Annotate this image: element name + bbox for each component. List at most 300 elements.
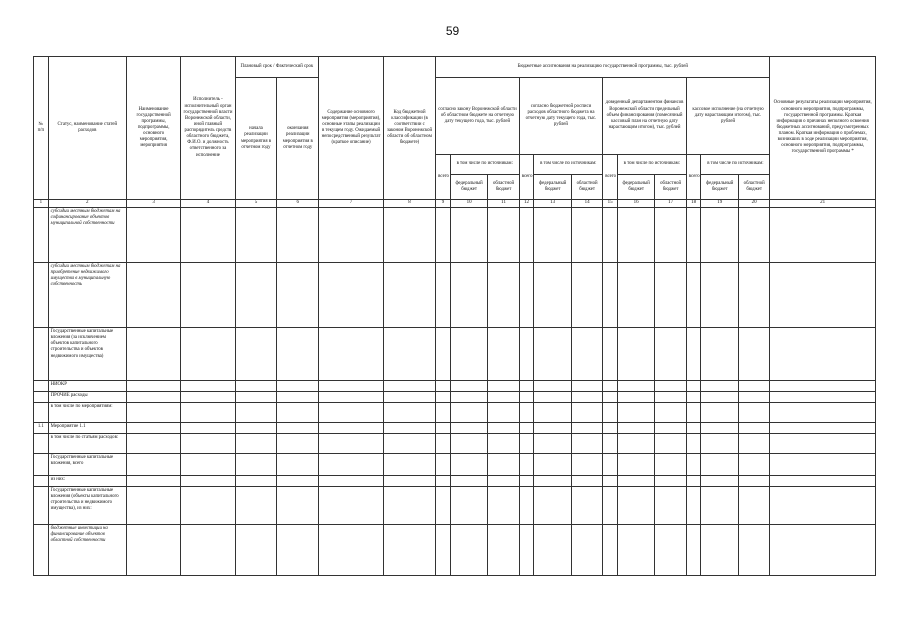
table-cell <box>488 263 519 328</box>
table-cell <box>617 403 655 423</box>
table-cell <box>235 525 277 576</box>
table-cell <box>770 392 876 403</box>
table-cell <box>436 434 451 454</box>
row-number <box>34 381 49 392</box>
table-cell <box>571 392 602 403</box>
table-cell <box>686 487 701 525</box>
table-cell <box>603 525 618 576</box>
table-cell <box>686 328 701 381</box>
table-cell <box>450 392 488 403</box>
col-results-header: Основные результаты реализации мероприятия, основного мероприятия, подпрограммы, государственной программы. Краткая информация о причинах неполного освоения бюджетных ассигнований, предусмотренных планом. Краткая информация о проблемах, возникших в ходе реализации мероприятия, основного мероприятия, подпрограммы, государственной программы * <box>770 57 876 200</box>
row-number <box>34 392 49 403</box>
table-cell <box>383 328 435 381</box>
table-cell <box>519 487 534 525</box>
table-cell <box>701 525 739 576</box>
column-number: 21 <box>770 200 876 208</box>
table-cell <box>686 381 701 392</box>
table-cell <box>655 476 686 487</box>
table-cell <box>571 263 602 328</box>
table-cell <box>319 328 384 381</box>
table-cell <box>235 423 277 434</box>
table-cell <box>126 403 180 423</box>
table-cell <box>450 328 488 381</box>
table-cell <box>383 454 435 476</box>
table-cell <box>319 487 384 525</box>
table-cell <box>277 423 319 434</box>
table-cell <box>383 381 435 392</box>
table-cell <box>534 381 572 392</box>
table-cell <box>181 403 235 423</box>
table-cell <box>383 525 435 576</box>
table-cell <box>235 328 277 381</box>
table-cell <box>235 454 277 476</box>
table-cell <box>383 263 435 328</box>
table-cell <box>488 434 519 454</box>
table-cell <box>617 381 655 392</box>
table-cell <box>488 403 519 423</box>
row-number <box>34 328 49 381</box>
table-row <box>34 208 876 263</box>
table-cell <box>126 392 180 403</box>
sources-header: в том числе по источникам: <box>450 154 519 175</box>
table-cell <box>701 476 739 487</box>
column-number: 3 <box>126 200 180 208</box>
table-cell <box>235 434 277 454</box>
table-cell <box>571 328 602 381</box>
column-number: 12 <box>519 200 534 208</box>
row-status-label: субсидии местным бюджетам на софинансирование объектов муниципальной собственности <box>48 208 126 263</box>
table-cell <box>436 403 451 423</box>
table-cell <box>701 208 739 263</box>
table-cell <box>319 403 384 423</box>
table-cell <box>126 208 180 263</box>
col-budget-group-header: Бюджетные ассигнования на реализацию государственной программы, тыс. рублей <box>436 57 770 78</box>
table-cell <box>739 434 770 454</box>
table-cell <box>488 208 519 263</box>
row-status-label: Государственные капитальные вложения (объекты капитального строительства и недвижимого имущества), из них: <box>48 487 126 525</box>
table-cell <box>770 423 876 434</box>
table-cell <box>436 381 451 392</box>
table-cell <box>686 263 701 328</box>
total-header: всего <box>603 154 618 200</box>
table-cell <box>450 454 488 476</box>
table-cell <box>655 403 686 423</box>
col-executor-header: Исполнитель - исполнительный орган государственной власти Воронежской области, иной главный распорядитель средств областного бюджета, Ф.И.О. и должность ответственного за исполнение <box>181 57 235 200</box>
row-number <box>34 487 49 525</box>
col-kbk-header: Код бюджетной классификации (в соответствии с законом Воронежской области об областном бюджете) <box>383 57 435 200</box>
table-cell <box>181 208 235 263</box>
table-cell <box>617 392 655 403</box>
table-cell <box>655 208 686 263</box>
table-cell <box>450 381 488 392</box>
table-cell <box>519 423 534 434</box>
row-number <box>34 403 49 423</box>
column-number: 15 <box>603 200 618 208</box>
table-cell <box>701 434 739 454</box>
row-status-label: из них: <box>48 476 126 487</box>
table-cell <box>603 263 618 328</box>
table-cell <box>436 454 451 476</box>
table-cell <box>534 434 572 454</box>
table-cell <box>770 476 876 487</box>
table-cell <box>655 454 686 476</box>
table-cell <box>617 263 655 328</box>
table-cell <box>770 208 876 263</box>
table-cell <box>571 434 602 454</box>
table-cell <box>235 392 277 403</box>
table-cell <box>235 381 277 392</box>
table-cell <box>519 381 534 392</box>
regional-header: областной бюджет <box>739 175 770 200</box>
table-cell <box>686 392 701 403</box>
table-cell <box>701 403 739 423</box>
col-list-header: согласно бюджетной росписи расходов областного бюджета на отчетную дату текущего года, тыс. рублей <box>519 78 603 155</box>
table-cell <box>739 487 770 525</box>
column-number: 7 <box>319 200 384 208</box>
table-cell <box>450 476 488 487</box>
table-cell <box>603 328 618 381</box>
table-cell <box>770 487 876 525</box>
table-cell <box>655 381 686 392</box>
table-cell <box>235 403 277 423</box>
row-number <box>34 263 49 328</box>
table-cell <box>519 328 534 381</box>
column-number: 2 <box>48 200 126 208</box>
table-cell <box>534 525 572 576</box>
table-cell <box>436 263 451 328</box>
table-cell <box>450 434 488 454</box>
table-cell <box>181 328 235 381</box>
table-row <box>34 525 876 576</box>
table-row <box>34 434 876 454</box>
table-cell <box>277 434 319 454</box>
table-cell <box>319 434 384 454</box>
col-content-header: Содержание основного мероприятия (мероприятия), основные этапы реализации в текущем году. Ожидаемый непосредственный результат (краткое описание) <box>319 57 384 200</box>
table-row <box>34 454 876 476</box>
table-cell <box>519 403 534 423</box>
table-cell <box>519 525 534 576</box>
table-cell <box>519 454 534 476</box>
column-number: 8 <box>383 200 435 208</box>
table-cell <box>701 392 739 403</box>
table-cell <box>534 454 572 476</box>
col-status-header: Статус, наименование статей расходов <box>48 57 126 200</box>
table-cell <box>126 263 180 328</box>
table-cell <box>739 476 770 487</box>
row-number: 1.1 <box>34 423 49 434</box>
table-cell <box>277 263 319 328</box>
col-cash-header: кассовое исполнение (на отчетную дату нарастающим итогом), тыс. рублей <box>686 78 770 155</box>
table-cell <box>488 525 519 576</box>
table-cell <box>603 476 618 487</box>
table-cell <box>181 263 235 328</box>
table-cell <box>277 208 319 263</box>
column-number: 19 <box>701 200 739 208</box>
table-cell <box>126 476 180 487</box>
table-cell <box>126 525 180 576</box>
total-header: всего <box>519 154 534 200</box>
table-cell <box>617 423 655 434</box>
table-cell <box>534 487 572 525</box>
table-cell <box>617 328 655 381</box>
table-row <box>34 476 876 487</box>
table-cell <box>701 328 739 381</box>
column-number: 14 <box>571 200 602 208</box>
table-cell <box>319 454 384 476</box>
table-cell <box>383 423 435 434</box>
row-status-label: Государственные капитальные вложения, всего <box>48 454 126 476</box>
table-cell <box>436 392 451 403</box>
table-cell <box>739 525 770 576</box>
table-cell <box>450 487 488 525</box>
table-cell <box>277 328 319 381</box>
table-cell <box>701 487 739 525</box>
row-status-label: ПРОЧИЕ расходы <box>48 392 126 403</box>
table-cell <box>488 487 519 525</box>
row-status-label: в том числе по мероприятиям: <box>48 403 126 423</box>
table-cell <box>126 328 180 381</box>
table-cell <box>739 403 770 423</box>
table-cell <box>126 454 180 476</box>
table-cell <box>436 525 451 576</box>
table-cell <box>277 381 319 392</box>
table-cell <box>686 454 701 476</box>
table-cell <box>235 263 277 328</box>
table-cell <box>770 434 876 454</box>
table-cell <box>603 403 618 423</box>
federal-header: федеральный бюджет <box>534 175 572 200</box>
table-cell <box>450 525 488 576</box>
column-number: 17 <box>655 200 686 208</box>
table-cell <box>655 328 686 381</box>
row-number <box>34 476 49 487</box>
table-cell <box>277 392 319 403</box>
table-cell <box>686 476 701 487</box>
table-cell <box>534 328 572 381</box>
table-cell <box>488 476 519 487</box>
col-period-end-header: окончания реализации мероприятия в отчетном году <box>277 78 319 200</box>
sources-header: в том числе по источникам: <box>617 154 686 175</box>
regional-header: областной бюджет <box>571 175 602 200</box>
table-cell <box>701 423 739 434</box>
regional-header: областной бюджет <box>488 175 519 200</box>
table-cell <box>534 208 572 263</box>
table-cell <box>617 434 655 454</box>
column-number: 13 <box>534 200 572 208</box>
table-cell <box>436 328 451 381</box>
col-period-group-header: Плановый срок / Фактический срок <box>235 57 319 78</box>
table-cell <box>450 208 488 263</box>
column-number-row <box>34 200 876 208</box>
table-cell <box>181 487 235 525</box>
column-number: 6 <box>277 200 319 208</box>
table-cell <box>571 454 602 476</box>
federal-header: федеральный бюджет <box>450 175 488 200</box>
table-row <box>34 423 876 434</box>
table-cell <box>450 423 488 434</box>
table-cell <box>181 381 235 392</box>
table-cell <box>488 454 519 476</box>
table-cell <box>126 423 180 434</box>
table-cell <box>181 454 235 476</box>
table-cell <box>319 263 384 328</box>
row-number <box>34 434 49 454</box>
table-cell <box>277 487 319 525</box>
table-cell <box>617 476 655 487</box>
row-status-label: НИОКР <box>48 381 126 392</box>
table-cell <box>277 476 319 487</box>
table-cell <box>701 263 739 328</box>
table-cell <box>739 208 770 263</box>
table-cell <box>655 525 686 576</box>
table-cell <box>571 487 602 525</box>
sources-header: в том числе по источникам: <box>534 154 603 175</box>
table-cell <box>655 423 686 434</box>
table-row <box>34 381 876 392</box>
table-cell <box>770 381 876 392</box>
col-period-start-header: начала реализации мероприятия в отчетном году <box>235 78 277 200</box>
table-cell <box>126 434 180 454</box>
table-cell <box>655 263 686 328</box>
table-cell <box>686 423 701 434</box>
table-cell <box>181 434 235 454</box>
table-cell <box>770 263 876 328</box>
table-cell <box>181 525 235 576</box>
table-cell <box>655 434 686 454</box>
row-status-label: Мероприятие 1.1 <box>48 423 126 434</box>
table-cell <box>739 423 770 434</box>
table-cell <box>617 525 655 576</box>
table-cell <box>534 403 572 423</box>
table-row <box>34 392 876 403</box>
table-cell <box>571 525 602 576</box>
col-limits-header: доведенный департаментом финансов Воронежской области предельный объем финансирования (помесячный кассовый план на отчетную дату нарастающим итогом), тыс. рублей <box>603 78 687 155</box>
table-cell <box>686 434 701 454</box>
table-cell <box>450 263 488 328</box>
table-cell <box>519 392 534 403</box>
table-row <box>34 403 876 423</box>
table-cell <box>603 381 618 392</box>
table-cell <box>319 392 384 403</box>
table-cell <box>603 487 618 525</box>
column-number: 11 <box>488 200 519 208</box>
table-cell <box>436 487 451 525</box>
row-number <box>34 208 49 263</box>
table-cell <box>739 263 770 328</box>
table-cell <box>519 263 534 328</box>
table-cell <box>319 208 384 263</box>
column-number: 5 <box>235 200 277 208</box>
table-cell <box>277 454 319 476</box>
table-cell <box>319 476 384 487</box>
table-cell <box>450 403 488 423</box>
table-cell <box>739 392 770 403</box>
table-cell <box>534 392 572 403</box>
table-cell <box>319 381 384 392</box>
table-cell <box>603 423 618 434</box>
table-row <box>34 328 876 381</box>
table-cell <box>277 403 319 423</box>
sources-header: в том числе по источникам: <box>701 154 770 175</box>
table-cell <box>534 476 572 487</box>
table-cell <box>488 423 519 434</box>
column-number: 18 <box>686 200 701 208</box>
table-cell <box>770 403 876 423</box>
column-number: 10 <box>450 200 488 208</box>
page-number: 59 <box>445 24 460 38</box>
federal-header: федеральный бюджет <box>701 175 739 200</box>
table-cell <box>701 381 739 392</box>
table-cell <box>383 392 435 403</box>
table-cell <box>617 487 655 525</box>
row-status-label: бюджетные инвестиции на финансирование объектов областной собственности <box>48 525 126 576</box>
table-cell <box>571 423 602 434</box>
table-cell <box>655 487 686 525</box>
table-cell <box>436 423 451 434</box>
row-number <box>34 454 49 476</box>
table-cell <box>383 208 435 263</box>
table-cell <box>571 381 602 392</box>
table-cell <box>686 208 701 263</box>
table-cell <box>383 403 435 423</box>
total-header: всего <box>686 154 701 200</box>
table-cell <box>436 208 451 263</box>
table-cell <box>571 403 602 423</box>
table-cell <box>488 381 519 392</box>
row-status-label: субсидии местным бюджетам на приобретение недвижимого имущества в муниципальную собственность <box>48 263 126 328</box>
table-cell <box>770 454 876 476</box>
federal-header: федеральный бюджет <box>617 175 655 200</box>
table-row <box>34 487 876 525</box>
row-number <box>34 525 49 576</box>
table-cell <box>534 263 572 328</box>
table-cell <box>488 328 519 381</box>
table-cell <box>571 476 602 487</box>
table-cell <box>277 525 319 576</box>
table-cell <box>571 208 602 263</box>
col-no-header: № п/п <box>34 57 49 200</box>
column-number: 20 <box>739 200 770 208</box>
total-header: всего <box>436 154 451 200</box>
regional-header: областной бюджет <box>655 175 686 200</box>
column-number: 4 <box>181 200 235 208</box>
table-cell <box>126 381 180 392</box>
table-cell <box>319 525 384 576</box>
table-cell <box>655 392 686 403</box>
table-cell <box>603 454 618 476</box>
table-cell <box>235 208 277 263</box>
table-cell <box>603 392 618 403</box>
table-cell <box>770 328 876 381</box>
table-cell <box>383 434 435 454</box>
table-cell <box>519 434 534 454</box>
table-body <box>34 208 876 576</box>
column-number: 16 <box>617 200 655 208</box>
column-number: 9 <box>436 200 451 208</box>
table-cell <box>617 208 655 263</box>
table-cell <box>436 476 451 487</box>
table-cell <box>383 476 435 487</box>
table-cell <box>181 423 235 434</box>
table-cell <box>519 476 534 487</box>
table-cell <box>534 423 572 434</box>
report-table <box>33 56 876 576</box>
col-law-header: согласно закону Воронежской области об областном бюджете на отчетную дату текущего года, тыс. рублей <box>436 78 520 155</box>
table-cell <box>235 476 277 487</box>
table-cell <box>686 525 701 576</box>
table-cell <box>181 392 235 403</box>
table-cell <box>739 381 770 392</box>
